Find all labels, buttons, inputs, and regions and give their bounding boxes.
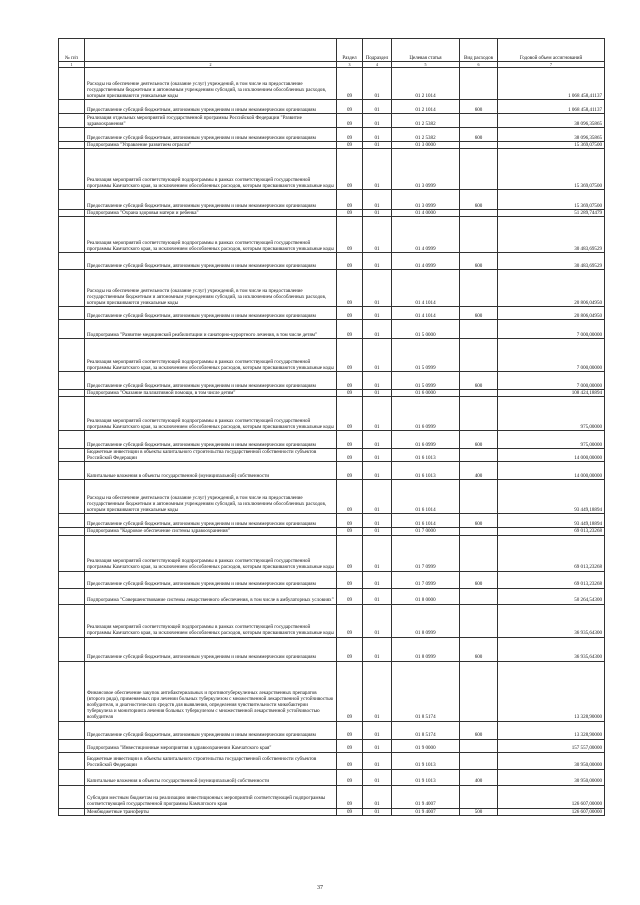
row-podrazdel: 01 bbox=[363, 721, 392, 739]
row-razdel: 09 bbox=[337, 128, 363, 142]
row-target: 01 8 5174 bbox=[392, 721, 460, 739]
table-row bbox=[59, 68, 605, 100]
row-kind: 600 bbox=[460, 100, 498, 114]
row-amount: 93 449,18894 bbox=[498, 514, 605, 528]
table-row bbox=[59, 253, 605, 270]
row-number bbox=[59, 68, 85, 100]
table-row bbox=[59, 449, 605, 462]
table-row bbox=[59, 390, 605, 397]
row-number bbox=[59, 462, 85, 480]
table-row bbox=[59, 752, 605, 769]
row-name: Подпрограмма "Оказание паллиативной помощи, в том числе детям" bbox=[85, 390, 337, 397]
row-number bbox=[59, 449, 85, 462]
row-name: Межбюджетные трансферты bbox=[85, 808, 337, 815]
row-name: Бюджетные инвестиции в объекты капитального строительства государственной собственности субъектов Российской Федерации bbox=[85, 449, 337, 462]
row-target: 01 2 1014 bbox=[392, 100, 460, 114]
header-kind: Вид расходов bbox=[460, 39, 498, 62]
row-kind: 600 bbox=[460, 253, 498, 270]
table-row bbox=[59, 785, 605, 808]
row-razdel: 09 bbox=[337, 149, 363, 190]
row-number bbox=[59, 604, 85, 637]
row-amount: 14 000,00000 bbox=[498, 462, 605, 480]
page-number: 37 bbox=[317, 885, 323, 891]
row-amount: 36 935,64300 bbox=[498, 637, 605, 661]
row-podrazdel: 01 bbox=[363, 68, 392, 100]
row-name: Реализация мероприятий соответствующей подпрограммы в рамках соответствующей государственной программы Камчатского края, за исключением обособленных расходов, которым присваиваются уникальные коды bbox=[85, 535, 337, 571]
header-name bbox=[85, 39, 337, 62]
row-razdel: 09 bbox=[337, 100, 363, 114]
row-target: 01 6 0000 bbox=[392, 390, 460, 397]
row-amount: 126 607,00000 bbox=[498, 785, 605, 808]
row-target: 01 7 0999 bbox=[392, 571, 460, 588]
table-row bbox=[59, 571, 605, 588]
row-razdel: 09 bbox=[337, 721, 363, 739]
row-number bbox=[59, 785, 85, 808]
row-number bbox=[59, 514, 85, 528]
row-podrazdel: 01 bbox=[363, 270, 392, 307]
row-kind: 400 bbox=[460, 769, 498, 785]
row-razdel: 09 bbox=[337, 142, 363, 149]
row-kind bbox=[460, 397, 498, 431]
table-row bbox=[59, 339, 605, 372]
row-razdel: 09 bbox=[337, 808, 363, 815]
column-number: 6 bbox=[460, 62, 498, 68]
row-podrazdel: 01 bbox=[363, 769, 392, 785]
row-razdel: 09 bbox=[337, 114, 363, 128]
row-razdel: 09 bbox=[337, 210, 363, 217]
row-number bbox=[59, 339, 85, 372]
row-kind bbox=[460, 270, 498, 307]
table-row bbox=[59, 721, 605, 739]
row-amount: 93 449,18894 bbox=[498, 480, 605, 514]
row-razdel: 09 bbox=[337, 253, 363, 270]
row-number bbox=[59, 253, 85, 270]
row-kind bbox=[460, 588, 498, 604]
row-amount: 38 096,35865 bbox=[498, 114, 605, 128]
row-kind: 600 bbox=[460, 637, 498, 661]
row-amount: 13 328,90000 bbox=[498, 721, 605, 739]
row-number bbox=[59, 769, 85, 785]
row-razdel: 09 bbox=[337, 514, 363, 528]
row-podrazdel: 01 bbox=[363, 100, 392, 114]
row-name: Реализация мероприятий соответствующей подпрограммы в рамках соответствующей государственной программы Камчатского края, за исключением обособленных расходов, которым присваиваются уникальные коды bbox=[85, 149, 337, 190]
row-amount: 51 289,74479 bbox=[498, 210, 605, 217]
row-name: Предоставление субсидий бюджетным, автономным учреждениям и иным некоммерческим организациям bbox=[85, 100, 337, 114]
row-razdel: 09 bbox=[337, 390, 363, 397]
row-razdel: 09 bbox=[337, 307, 363, 320]
row-razdel: 09 bbox=[337, 769, 363, 785]
row-name: Реализация мероприятий соответствующей подпрограммы в рамках соответствующей государственной программы Камчатского края, за исключением обособленных расходов, которым присваиваются уникальные коды bbox=[85, 397, 337, 431]
row-kind: 500 bbox=[460, 808, 498, 815]
row-razdel: 09 bbox=[337, 431, 363, 449]
row-number bbox=[59, 128, 85, 142]
row-name: Реализация мероприятий соответствующей подпрограммы в рамках соответствующей государственной программы Камчатского края, за исключением обособленных расходов, которым присваиваются уникальные коды bbox=[85, 217, 337, 253]
row-razdel: 09 bbox=[337, 372, 363, 390]
row-target: 01 6 0999 bbox=[392, 397, 460, 431]
row-number bbox=[59, 808, 85, 815]
row-target: 01 9 1013 bbox=[392, 769, 460, 785]
row-amount: 15 369,07500 bbox=[498, 149, 605, 190]
row-target: 01 6 0999 bbox=[392, 431, 460, 449]
row-amount: 50 264,54300 bbox=[498, 588, 605, 604]
column-number: 3 bbox=[337, 62, 363, 68]
row-podrazdel: 01 bbox=[363, 480, 392, 514]
row-target: 01 5 0999 bbox=[392, 339, 460, 372]
row-kind bbox=[460, 528, 498, 535]
row-amount: 36 935,64300 bbox=[498, 604, 605, 637]
row-name: Предоставление субсидий бюджетным, автономным учреждениям и иным некоммерческим организациям bbox=[85, 431, 337, 449]
row-target: 01 2 1014 bbox=[392, 68, 460, 100]
row-kind bbox=[460, 661, 498, 721]
row-podrazdel: 01 bbox=[363, 431, 392, 449]
row-target: 01 5 0000 bbox=[392, 320, 460, 339]
table-row bbox=[59, 535, 605, 571]
table-row bbox=[59, 397, 605, 431]
row-number bbox=[59, 307, 85, 320]
table-row bbox=[59, 528, 605, 535]
table-row bbox=[59, 149, 605, 190]
table-row bbox=[59, 372, 605, 390]
row-podrazdel: 01 bbox=[363, 808, 392, 815]
row-kind bbox=[460, 785, 498, 808]
row-target: 01 2 5382 bbox=[392, 114, 460, 128]
table-row bbox=[59, 514, 605, 528]
row-number bbox=[59, 149, 85, 190]
row-podrazdel: 01 bbox=[363, 604, 392, 637]
row-kind: 600 bbox=[460, 307, 498, 320]
row-kind: 600 bbox=[460, 431, 498, 449]
table-row bbox=[59, 588, 605, 604]
row-target: 01 6 1014 bbox=[392, 514, 460, 528]
row-target: 01 3 0999 bbox=[392, 149, 460, 190]
table-row bbox=[59, 217, 605, 253]
row-amount: 1 068 458,41137 bbox=[498, 100, 605, 114]
row-name: Капитальные вложения в объекты государственной (муниципальной) собственности bbox=[85, 769, 337, 785]
row-number bbox=[59, 588, 85, 604]
row-razdel: 09 bbox=[337, 661, 363, 721]
row-number bbox=[59, 114, 85, 128]
row-razdel: 09 bbox=[337, 449, 363, 462]
table-row bbox=[59, 462, 605, 480]
table-row bbox=[59, 320, 605, 339]
row-amount: 20 806,04950 bbox=[498, 307, 605, 320]
row-number bbox=[59, 739, 85, 752]
row-razdel: 09 bbox=[337, 462, 363, 480]
row-number bbox=[59, 571, 85, 588]
row-amount: 157 557,00000 bbox=[498, 739, 605, 752]
row-number bbox=[59, 217, 85, 253]
row-name: Расходы на обеспечение деятельности (оказание услуг) учреждений, в том числе на предоставление государственным бюджетным и автономным учреждениям субсидий, за исключением обособленных расходов, которым присваиваются уникальные коды bbox=[85, 68, 337, 100]
row-target: 01 9 4007 bbox=[392, 808, 460, 815]
row-name: Предоставление субсидий бюджетным, автономным учреждениям и иным некоммерческим организациям bbox=[85, 128, 337, 142]
header-no: № п/п bbox=[59, 39, 85, 62]
row-name: Бюджетные инвестиции в объекты капитального строительства государственной собственности субъектов Российской Федерации bbox=[85, 752, 337, 769]
table-row bbox=[59, 604, 605, 637]
row-number bbox=[59, 535, 85, 571]
row-number bbox=[59, 320, 85, 339]
row-name: Расходы на обеспечение деятельности (оказание услуг) учреждений, в том числе на предоставление государственным бюджетным и автономным учреждениям субсидий, за исключением обособленных расходов, которым присваиваются уникальные коды bbox=[85, 270, 337, 307]
table-row bbox=[59, 210, 605, 217]
column-number: 7 bbox=[498, 62, 605, 68]
row-kind: 600 bbox=[460, 190, 498, 210]
row-target: 01 6 1014 bbox=[392, 480, 460, 514]
row-kind bbox=[460, 339, 498, 372]
row-podrazdel: 01 bbox=[363, 217, 392, 253]
row-razdel: 09 bbox=[337, 637, 363, 661]
row-amount: 30 483,69529 bbox=[498, 253, 605, 270]
row-name: Подпрограмма "Охрана здоровья матери и ребенка" bbox=[85, 210, 337, 217]
row-target: 01 7 0000 bbox=[392, 528, 460, 535]
row-name: Расходы на обеспечение деятельности (оказание услуг) учреждений, в том числе на предоставление государственным бюджетным и автономным учреждениям субсидий, за исключением обособленных расходов, которым присваиваются уникальные коды bbox=[85, 480, 337, 514]
row-kind: 600 bbox=[460, 128, 498, 142]
row-kind bbox=[460, 449, 498, 462]
row-podrazdel: 01 bbox=[363, 320, 392, 339]
table-row bbox=[59, 128, 605, 142]
row-name: Реализация мероприятий соответствующей подпрограммы в рамках соответствующей государственной программы Камчатского края, за исключением обособленных расходов, которым присваиваются уникальные коды bbox=[85, 604, 337, 637]
table-header bbox=[59, 39, 605, 68]
table-row bbox=[59, 431, 605, 449]
row-target: 01 2 5382 bbox=[392, 128, 460, 142]
row-kind: 600 bbox=[460, 571, 498, 588]
row-amount: 1 068 458,41137 bbox=[498, 68, 605, 100]
row-amount: 38 096,35865 bbox=[498, 128, 605, 142]
row-number bbox=[59, 142, 85, 149]
row-number bbox=[59, 431, 85, 449]
row-podrazdel: 01 bbox=[363, 462, 392, 480]
header-podrazdel: Подраздел bbox=[363, 39, 392, 62]
row-podrazdel: 01 bbox=[363, 514, 392, 528]
row-target: 01 4 1014 bbox=[392, 270, 460, 307]
row-target: 01 9 4007 bbox=[392, 785, 460, 808]
column-number: 5 bbox=[392, 62, 460, 68]
row-number bbox=[59, 528, 85, 535]
row-amount: 975,00000 bbox=[498, 431, 605, 449]
row-name: Предоставление субсидий бюджетным, автономным учреждениям и иным некоммерческим организациям bbox=[85, 372, 337, 390]
row-podrazdel: 01 bbox=[363, 571, 392, 588]
table-row bbox=[59, 808, 605, 815]
column-number: 1 bbox=[59, 62, 85, 68]
row-podrazdel: 01 bbox=[363, 390, 392, 397]
row-kind bbox=[460, 210, 498, 217]
row-amount: 20 806,04950 bbox=[498, 270, 605, 307]
row-name: Подпрограмма "Управление развитием отрасли" bbox=[85, 142, 337, 149]
row-target: 01 8 0999 bbox=[392, 637, 460, 661]
row-number bbox=[59, 390, 85, 397]
row-razdel: 09 bbox=[337, 190, 363, 210]
row-podrazdel: 01 bbox=[363, 739, 392, 752]
row-amount: 69 013,23268 bbox=[498, 571, 605, 588]
row-number bbox=[59, 661, 85, 721]
row-razdel: 09 bbox=[337, 739, 363, 752]
header-amount: Годовой объем ассигнований bbox=[498, 39, 605, 62]
row-target: 01 8 5174 bbox=[392, 661, 460, 721]
row-razdel: 09 bbox=[337, 752, 363, 769]
row-name: Предоставление субсидий бюджетным, автономным учреждениям и иным некоммерческим организациям bbox=[85, 307, 337, 320]
row-podrazdel: 01 bbox=[363, 397, 392, 431]
row-amount: 7 000,00000 bbox=[498, 372, 605, 390]
table-row bbox=[59, 270, 605, 307]
row-amount: 108 424,18894 bbox=[498, 390, 605, 397]
row-target: 01 5 0999 bbox=[392, 372, 460, 390]
row-amount: 13 328,90000 bbox=[498, 661, 605, 721]
row-kind bbox=[460, 114, 498, 128]
row-name: Предоставление субсидий бюджетным, автономным учреждениям и иным некоммерческим организациям bbox=[85, 190, 337, 210]
row-number bbox=[59, 372, 85, 390]
table-row bbox=[59, 480, 605, 514]
row-podrazdel: 01 bbox=[363, 190, 392, 210]
row-number bbox=[59, 397, 85, 431]
row-target: 01 9 0000 bbox=[392, 739, 460, 752]
row-razdel: 09 bbox=[337, 217, 363, 253]
row-amount: 7 000,00000 bbox=[498, 339, 605, 372]
row-target: 01 8 0999 bbox=[392, 604, 460, 637]
row-razdel: 09 bbox=[337, 535, 363, 571]
row-kind: 600 bbox=[460, 721, 498, 739]
row-amount: 14 000,00000 bbox=[498, 449, 605, 462]
row-kind: 400 bbox=[460, 462, 498, 480]
row-name: Капитальные вложения в объекты государственной (муниципальной) собственности bbox=[85, 462, 337, 480]
row-name: Подпрограмма "Совершенствование системы лекарственного обеспечения, в том числе в амбулаторных условиях" bbox=[85, 588, 337, 604]
row-podrazdel: 01 bbox=[363, 528, 392, 535]
row-razdel: 09 bbox=[337, 785, 363, 808]
column-number: 2 bbox=[85, 62, 337, 68]
column-number: 4 bbox=[363, 62, 392, 68]
row-name: Предоставление субсидий бюджетным, автономным учреждениям и иным некоммерческим организациям bbox=[85, 721, 337, 739]
row-number bbox=[59, 721, 85, 739]
row-kind bbox=[460, 149, 498, 190]
row-name: Предоставление субсидий бюджетным, автономным учреждениям и иным некоммерческим организациям bbox=[85, 253, 337, 270]
row-kind bbox=[460, 68, 498, 100]
row-kind bbox=[460, 739, 498, 752]
row-razdel: 09 bbox=[337, 588, 363, 604]
row-number bbox=[59, 752, 85, 769]
row-name: Предоставление субсидий бюджетным, автономным учреждениям и иным некоммерческим организациям bbox=[85, 571, 337, 588]
table-row bbox=[59, 637, 605, 661]
row-amount: 15 369,07500 bbox=[498, 142, 605, 149]
row-name: Предоставление субсидий бюджетным, автономным учреждениям и иным некоммерческим организациям bbox=[85, 514, 337, 528]
row-podrazdel: 01 bbox=[363, 339, 392, 372]
row-target: 01 7 0999 bbox=[392, 535, 460, 571]
row-name: Реализация мероприятий соответствующей подпрограммы в рамках соответствующей государственной программы Камчатского края, за исключением обособленных расходов, которым присваиваются уникальные коды bbox=[85, 339, 337, 372]
row-razdel: 09 bbox=[337, 480, 363, 514]
row-number bbox=[59, 100, 85, 114]
row-name: Субсидии местным бюджетам на реализацию инвестиционных мероприятий соответствующей подпрограммы соответствующей государственной программы Камчатского края bbox=[85, 785, 337, 808]
row-number bbox=[59, 637, 85, 661]
row-podrazdel: 01 bbox=[363, 114, 392, 128]
budget-table bbox=[58, 38, 605, 816]
table-row bbox=[59, 142, 605, 149]
row-podrazdel: 01 bbox=[363, 372, 392, 390]
row-razdel: 09 bbox=[337, 320, 363, 339]
row-podrazdel: 01 bbox=[363, 210, 392, 217]
row-kind: 600 bbox=[460, 514, 498, 528]
row-razdel: 09 bbox=[337, 68, 363, 100]
row-amount: 15 369,07500 bbox=[498, 190, 605, 210]
row-name: Реализация отдельных мероприятий государственной программы Российской Федерации "Развитие здравоохранения" bbox=[85, 114, 337, 128]
row-amount: 30 950,00000 bbox=[498, 769, 605, 785]
row-razdel: 09 bbox=[337, 397, 363, 431]
row-kind bbox=[460, 217, 498, 253]
table-row bbox=[59, 661, 605, 721]
header-razdel: Раздел bbox=[337, 39, 363, 62]
row-podrazdel: 01 bbox=[363, 253, 392, 270]
table-row bbox=[59, 307, 605, 320]
row-target: 01 8 0000 bbox=[392, 588, 460, 604]
row-razdel: 09 bbox=[337, 270, 363, 307]
row-kind bbox=[460, 535, 498, 571]
row-name: Предоставление субсидий бюджетным, автономным учреждениям и иным некоммерческим организациям bbox=[85, 637, 337, 661]
row-target: 01 4 0999 bbox=[392, 253, 460, 270]
row-kind bbox=[460, 320, 498, 339]
table-row bbox=[59, 769, 605, 785]
row-amount: 69 013,23268 bbox=[498, 535, 605, 571]
row-kind: 600 bbox=[460, 372, 498, 390]
row-podrazdel: 01 bbox=[363, 149, 392, 190]
row-amount: 975,00000 bbox=[498, 397, 605, 431]
table-row bbox=[59, 190, 605, 210]
row-amount: 30 950,00000 bbox=[498, 752, 605, 769]
row-podrazdel: 01 bbox=[363, 785, 392, 808]
row-razdel: 09 bbox=[337, 571, 363, 588]
row-name: Подпрограмма "Инвестиционные мероприятия в здравоохранении Камчатского края" bbox=[85, 739, 337, 752]
row-kind bbox=[460, 142, 498, 149]
row-target: 01 4 0000 bbox=[392, 210, 460, 217]
table-row bbox=[59, 100, 605, 114]
row-razdel: 09 bbox=[337, 339, 363, 372]
header-target: Целевая статья bbox=[392, 39, 460, 62]
row-target: 01 9 1013 bbox=[392, 752, 460, 769]
row-amount: 69 013,23268 bbox=[498, 528, 605, 535]
row-podrazdel: 01 bbox=[363, 535, 392, 571]
row-kind bbox=[460, 752, 498, 769]
row-target: 01 3 0999 bbox=[392, 190, 460, 210]
row-amount: 126 607,00000 bbox=[498, 808, 605, 815]
row-podrazdel: 01 bbox=[363, 637, 392, 661]
row-target: 01 6 1013 bbox=[392, 462, 460, 480]
row-number bbox=[59, 210, 85, 217]
row-amount: 7 000,00000 bbox=[498, 320, 605, 339]
row-podrazdel: 01 bbox=[363, 142, 392, 149]
row-target: 01 4 0999 bbox=[392, 217, 460, 253]
row-number bbox=[59, 270, 85, 307]
row-name: Подпрограмма "Развитие медицинской реабилитации и санаторно-курортного лечения, в том числе детям" bbox=[85, 320, 337, 339]
row-name: Подпрограмма "Кадровое обеспечение системы здравоохранения" bbox=[85, 528, 337, 535]
row-target: 01 3 0000 bbox=[392, 142, 460, 149]
row-target: 01 4 1014 bbox=[392, 307, 460, 320]
table-row bbox=[59, 739, 605, 752]
row-podrazdel: 01 bbox=[363, 307, 392, 320]
row-podrazdel: 01 bbox=[363, 128, 392, 142]
row-podrazdel: 01 bbox=[363, 449, 392, 462]
row-number bbox=[59, 480, 85, 514]
table-row bbox=[59, 114, 605, 128]
table-body bbox=[59, 68, 605, 816]
row-podrazdel: 01 bbox=[363, 752, 392, 769]
row-razdel: 09 bbox=[337, 604, 363, 637]
row-kind bbox=[460, 390, 498, 397]
row-kind bbox=[460, 480, 498, 514]
row-amount: 30 483,69529 bbox=[498, 217, 605, 253]
row-podrazdel: 01 bbox=[363, 661, 392, 721]
row-kind bbox=[460, 604, 498, 637]
row-podrazdel: 01 bbox=[363, 588, 392, 604]
row-number bbox=[59, 190, 85, 210]
row-name: Финансовое обеспечение закупок антибактериальных и противотуберкулезных лекарственных препаратов (второго ряда), применяемых при лечении больных туберкулезом с множественной лекарственной устойчивостью возбудителя, и диагностических средств для выявления, определения чувствительности микобактерии туберкулеза и мониторинга лечения больных туберкулезом с множественной лекарственной устойчивостью возбудителя bbox=[85, 661, 337, 721]
row-razdel: 09 bbox=[337, 528, 363, 535]
row-target: 01 6 1013 bbox=[392, 449, 460, 462]
